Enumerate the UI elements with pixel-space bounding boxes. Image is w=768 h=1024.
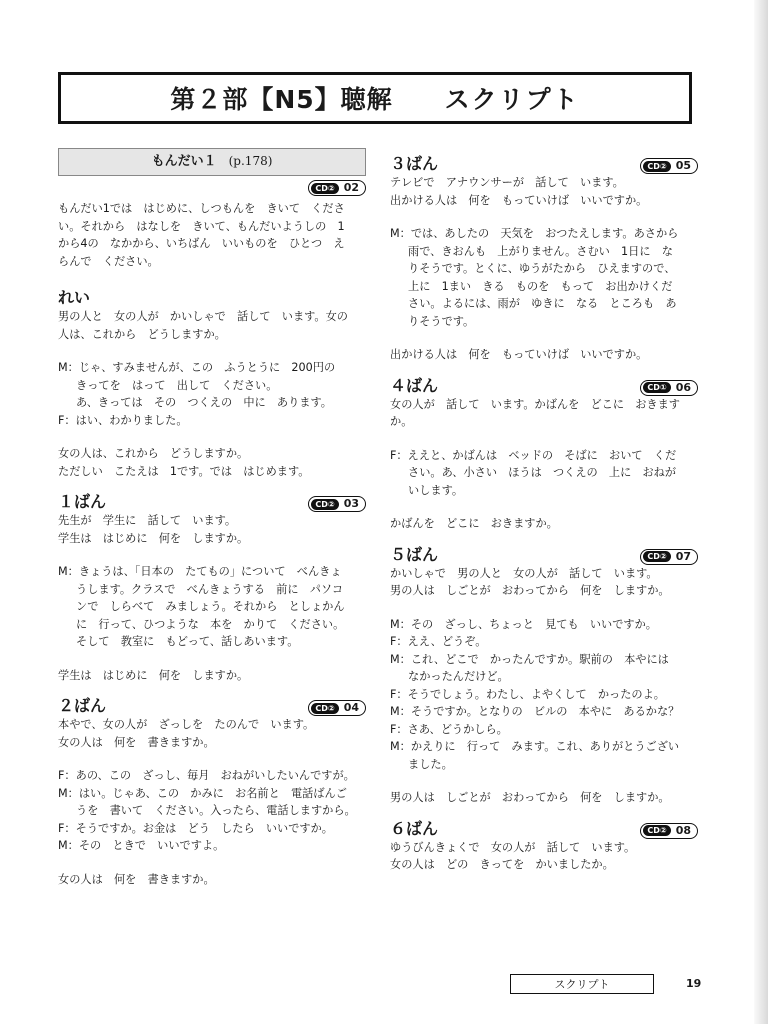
intro-line: 男の人と 女の人が かいしゃで 話して います。女の xyxy=(58,310,348,323)
dialogue-line xyxy=(390,703,698,721)
dialogue-text: そうですか。となりの ビルの 本やに あるかな？ xyxy=(410,705,680,718)
dialogue-text: そうでしょう。わたし、よやくして かったのよ。 xyxy=(407,687,665,701)
speaker-label: M： xyxy=(390,652,411,666)
mondai-instructions xyxy=(58,200,366,270)
dialogue-text: りそうです。とくに、ゆうがたから ひえますので、 xyxy=(408,262,676,275)
cd-disc-label: CD② xyxy=(643,161,670,172)
dialogue-text: その ときで いいですよ。 xyxy=(78,839,225,852)
dialogue-line xyxy=(390,278,698,296)
dialogue-line xyxy=(58,563,366,581)
intro-line: 出かける人は 何を もっていけば いいですか。 xyxy=(390,193,648,207)
dialogue-line xyxy=(58,598,366,616)
speaker-label: F： xyxy=(390,722,408,736)
mondai-page-ref: (p.178) xyxy=(228,154,273,169)
section-6-head xyxy=(390,819,698,839)
section-5-head xyxy=(390,545,698,565)
intro-line: 男の人は しごとが おわってから 何を しますか。 xyxy=(390,584,670,597)
section-1-head xyxy=(58,492,366,512)
dialogue-line xyxy=(58,377,366,395)
dialogue-text: なかったんだけど。 xyxy=(408,670,509,683)
page-edge-shadow xyxy=(754,0,768,1024)
page-title-box xyxy=(58,72,692,124)
question-line: かばんを どこに おきますか。 xyxy=(390,517,558,530)
dialogue-text: では、あしたの 天気を おつたえします。あさから xyxy=(410,227,679,240)
dialogue-line xyxy=(390,464,698,482)
dialogue-text: かえりに 行って みます。これ、ありがとうござい xyxy=(410,740,680,753)
instruction-line: もんだい1では はじめに、しつもんを きいて くださ xyxy=(58,202,345,215)
cd-track-number: 02 xyxy=(343,181,359,195)
dialogue-line xyxy=(390,313,698,331)
dialogue-line xyxy=(390,668,698,686)
dialogue-text: に 行って、ひつような 本を かりて ください。 xyxy=(76,617,345,631)
dialogue-text: はい、わかりました。 xyxy=(75,413,188,427)
intro-line: 本やで、女の人が ざっしを たのんで います。 xyxy=(58,718,315,731)
dialogue-text: ました。 xyxy=(408,757,453,771)
dialogue-text: あの、この ざっし、毎月 おねがいしたいんですが。 xyxy=(75,769,355,782)
speaker-label: F： xyxy=(390,448,408,462)
cd-track-number: 07 xyxy=(675,549,691,563)
dialogue-text: ええ、どうぞ。 xyxy=(407,635,487,648)
dialogue-line xyxy=(58,633,366,651)
page-subtitle: スクリプト xyxy=(444,85,580,114)
instruction-line: らんで ください。 xyxy=(58,254,159,268)
section-heading: ３ばん xyxy=(390,154,439,173)
dialogue-text: あ、きっては その つくえの 中に あります。 xyxy=(76,396,332,409)
dialogue-line xyxy=(58,785,366,803)
dialogue-text: 上に 1まい きる ものを もって お出かけくだ xyxy=(408,279,673,293)
dialogue-line xyxy=(58,820,366,838)
dialogue-line xyxy=(58,802,366,820)
dialogue-line xyxy=(390,295,698,313)
cd-disc-label: CD② xyxy=(311,499,338,510)
cd-badge xyxy=(640,158,698,174)
page-number: 19 xyxy=(686,977,702,990)
dialogue-text: 雨で、きおんも 上がりません。さむい 1日に な xyxy=(408,244,673,258)
dialogue-line xyxy=(390,633,698,651)
dialogue-text: さい。よるには、雨が ゆきに なる ところも あ xyxy=(408,297,677,310)
dialogue-line xyxy=(390,721,698,739)
dialogue-text: そして 教室に もどって、話しあいます。 xyxy=(76,635,299,648)
question-line: 学生は はじめに 何を しますか。 xyxy=(58,668,249,682)
dialogue-line xyxy=(390,447,698,465)
speaker-label: F： xyxy=(390,635,408,648)
question-line: 女の人は 何を 書きますか。 xyxy=(58,872,215,886)
intro-line: ゆうびんきょくで 女の人が 話して います。 xyxy=(390,840,636,854)
dialogue-line xyxy=(58,412,366,430)
mondai-label: もんだい１ xyxy=(151,154,217,170)
dialogue-line xyxy=(58,581,366,599)
speaker-label: F： xyxy=(58,769,76,782)
dialogue-text: はい。じゃあ、この かみに お名前と 電話ばんご xyxy=(78,786,347,800)
section-heading: １ばん xyxy=(58,492,107,511)
intro-line: 女の人は どの きってを かいましたか。 xyxy=(390,858,614,871)
mondai-header xyxy=(58,148,366,176)
dialogue-line xyxy=(390,260,698,278)
intro-line: 学生は はじめに 何を しますか。 xyxy=(58,531,249,545)
right-column xyxy=(390,148,698,874)
section-heading: ２ばん xyxy=(58,696,107,715)
cd-track-number: 03 xyxy=(343,497,359,511)
dialogue-line xyxy=(58,767,366,785)
cd-track-number: 06 xyxy=(675,380,691,394)
dialogue-line xyxy=(390,686,698,704)
dialogue-text: じゃ、すみませんが、この ふうとうに 200円の xyxy=(78,361,336,374)
dialogue-text: ええと、かばんは ベッドの そばに おいて くだ xyxy=(407,448,677,462)
instruction-line: い。それから はなしを きいて、もんだいようしの 1 xyxy=(58,219,345,233)
dialogue-line xyxy=(58,394,366,412)
dialogue-text: ンで しらべて みましょう。それから としょかん xyxy=(76,600,345,613)
dialogue-text: うを 書いて ください。入ったら、電話しますから。 xyxy=(76,804,356,817)
speaker-label: F： xyxy=(58,413,76,427)
intro-line: テレビで アナウンサーが 話して います。 xyxy=(390,176,624,189)
dialogue-line xyxy=(390,738,698,756)
dialogue-line xyxy=(390,225,698,243)
section-2-head xyxy=(58,696,366,716)
dialogue-line xyxy=(390,651,698,669)
mondai-cd-row xyxy=(58,180,366,196)
question-line: 女の人は、これから どうしますか。 xyxy=(58,447,249,460)
intro-line: かいしゃで 男の人と 女の人が 話して います。 xyxy=(390,566,658,580)
dialogue-text: うします。クラスで べんきょうする 前に パソコ xyxy=(76,582,344,596)
dialogue-text: その ざっし、ちょっと 見ても いいですか。 xyxy=(410,617,657,631)
dialogue-line xyxy=(390,616,698,634)
section-heading: ４ばん xyxy=(390,375,439,395)
page-footer xyxy=(0,974,768,998)
cd-track-number: 05 xyxy=(675,159,691,173)
intro-line: 女の人は 何を 書きますか。 xyxy=(58,735,215,749)
page-title: 第２部【N5】聴解 xyxy=(170,85,393,114)
cd-badge xyxy=(308,496,366,512)
speaker-label: M： xyxy=(58,786,79,800)
cd-disc-label: CD② xyxy=(643,551,670,562)
cd-badge xyxy=(308,700,366,716)
intro-line: 人は、これから どうしますか。 xyxy=(58,327,226,341)
footer-label: スクリプト xyxy=(510,974,654,994)
intro-line: か。 xyxy=(390,415,413,428)
question-line: 男の人は しごとが おわってから 何を しますか。 xyxy=(390,791,670,804)
speaker-label: M： xyxy=(390,705,411,718)
instruction-line: から4の なかから、いちばん いいものを ひとつ え xyxy=(58,237,345,250)
dialogue-text: そうですか。お金は どう したら いいですか。 xyxy=(75,821,333,835)
intro-line: 先生が 学生に 話して います。 xyxy=(58,514,237,527)
question-line: ただしい こたえは 1です。では はじめます。 xyxy=(58,464,310,478)
cd-disc-label: CD① xyxy=(643,382,670,393)
dialogue-line xyxy=(58,837,366,855)
cd-disc-label: CD② xyxy=(643,825,670,836)
dialogue-line xyxy=(390,482,698,500)
cd-disc-label: CD② xyxy=(311,703,338,714)
dialogue-text: きょうは、「日本の たてもの」について べんきょ xyxy=(78,565,342,578)
cd-disc-label: CD② xyxy=(311,183,338,194)
speaker-label: F： xyxy=(390,687,408,701)
speaker-label: M： xyxy=(58,839,79,852)
speaker-label: M： xyxy=(58,361,79,374)
dialogue-text: これ、どこで かったんですか。駅前の 本やには xyxy=(410,652,669,666)
dialogue-line xyxy=(390,243,698,261)
section-heading: れい xyxy=(58,288,91,307)
speaker-label: F： xyxy=(58,821,76,835)
cd-track-number: 08 xyxy=(675,823,691,837)
section-heading: ６ばん xyxy=(390,818,439,838)
dialogue-text: さあ、どうかしら。 xyxy=(407,722,508,736)
cd-track-number: 04 xyxy=(343,701,359,715)
dialogue-line xyxy=(58,359,366,377)
section-heading: ５ばん xyxy=(390,544,439,564)
dialogue-text: いします。 xyxy=(408,483,464,497)
dialogue-text: りそうです。 xyxy=(408,314,475,328)
speaker-label: M： xyxy=(58,565,79,578)
question-line: 出かける人は 何を もっていけば いいですか。 xyxy=(390,348,648,361)
dialogue-text: きってを はって 出して ください。 xyxy=(76,378,278,392)
speaker-label: M： xyxy=(390,227,411,240)
dialogue-line xyxy=(58,616,366,634)
cd-badge xyxy=(640,549,698,565)
section-3-head xyxy=(390,154,698,174)
dialogue-text: さい。あ、小さい ほうは つくえの 上に おねが xyxy=(408,466,677,479)
left-column xyxy=(58,148,366,888)
section-rei-head xyxy=(58,288,366,308)
speaker-label: M： xyxy=(390,740,411,753)
dialogue-line xyxy=(390,756,698,774)
intro-line: 女の人が 話して います。かばんを どこに おきます xyxy=(390,397,680,411)
cd-badge xyxy=(640,380,698,396)
cd-badge xyxy=(640,823,698,839)
section-4-head xyxy=(390,376,698,396)
cd-badge xyxy=(308,180,366,196)
speaker-label: M： xyxy=(390,617,411,631)
